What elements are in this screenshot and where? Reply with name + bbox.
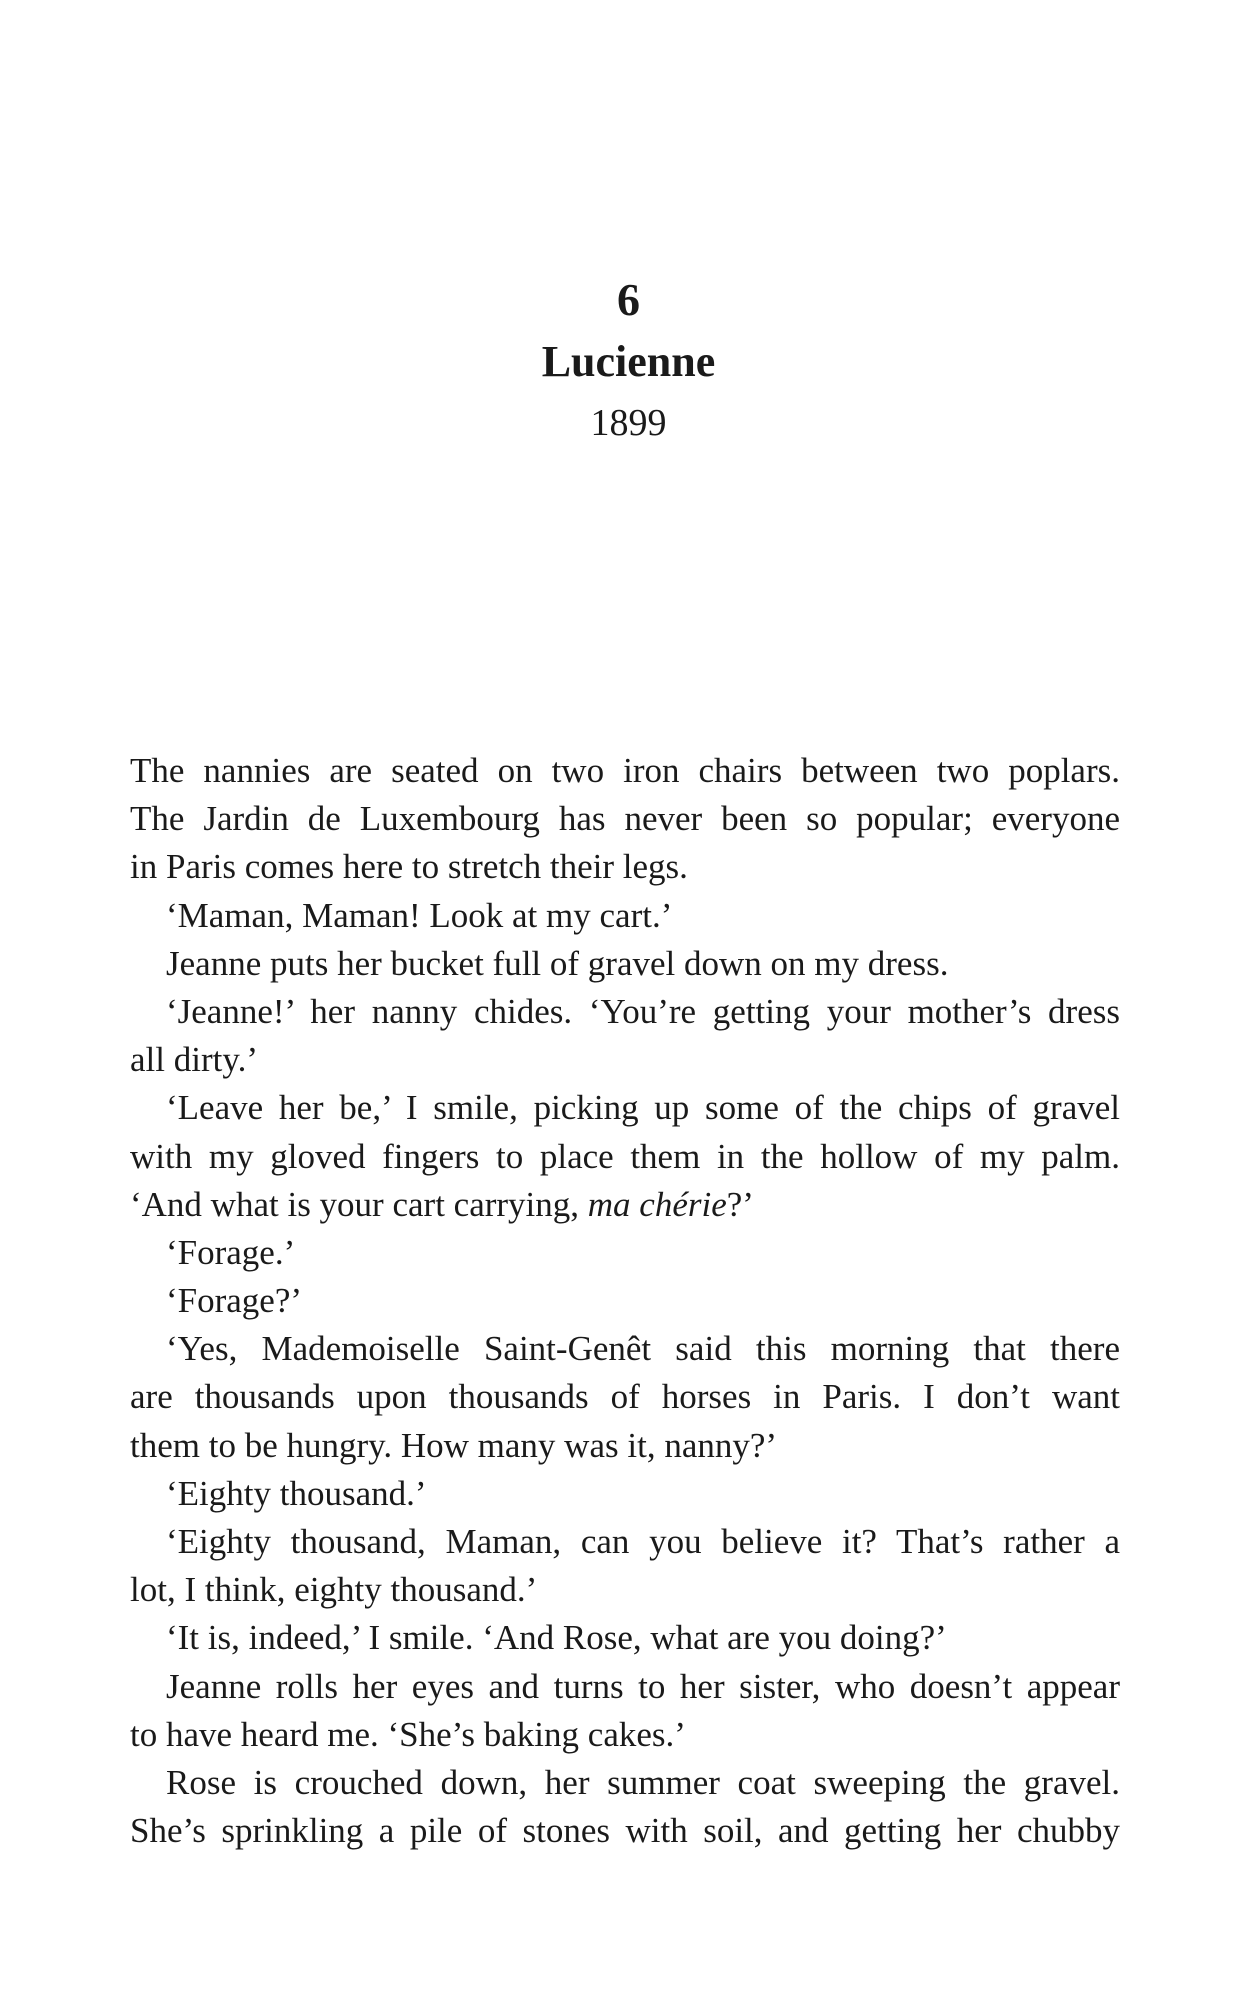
chapter-year: 1899 xyxy=(590,402,667,444)
text-line: The Jardin de Luxembourg has never been so popular; everyone xyxy=(130,799,1120,839)
text-line: lot, I think, eighty thousand.’ xyxy=(130,1570,538,1610)
text-line: them to be hungry. How many was it, nanny?’ xyxy=(130,1425,778,1465)
text-line: ‘Forage.’ xyxy=(166,1232,296,1272)
chapter-title: Lucienne xyxy=(541,337,716,386)
text-line: ‘Leave her be,’ I smile, picking up some of the chips of gravel xyxy=(166,1088,1120,1128)
text-line xyxy=(130,1181,1120,1229)
text-line: ‘Jeanne!’ her nanny chides. ‘You’re getting your mother’s dress xyxy=(166,991,1120,1031)
body-text xyxy=(130,747,1120,1855)
text-line: ‘Yes, Mademoiselle Saint-Genêt said this morning that there xyxy=(166,1329,1120,1369)
text-line: to have heard me. ‘She’s baking cakes.’ xyxy=(130,1714,686,1754)
text-line: The nannies are seated on two iron chairs between two poplars. xyxy=(130,751,1120,790)
text-line: with my gloved fingers to place them in the hollow of my palm. xyxy=(130,1136,1120,1176)
text-line: Rose is crouched down, her summer coat sweeping the gravel. xyxy=(166,1762,1120,1802)
text-line: are thousands upon thousands of horses in Paris. I don’t want xyxy=(130,1377,1120,1417)
text-line: ‘Maman, Maman! Look at my cart.’ xyxy=(166,895,673,935)
text-line: Jeanne rolls her eyes and turns to her sister, who doesn’t appear xyxy=(166,1666,1120,1706)
chapter-number: 6 xyxy=(617,274,640,325)
text-line: ‘It is, indeed,’ I smile. ‘And Rose, what are you doing?’ xyxy=(166,1618,947,1658)
text-line: Jeanne puts her bucket full of gravel down on my dress. xyxy=(166,943,949,983)
text-line: ‘Eighty thousand, Maman, can you believe it? That’s rather a xyxy=(166,1522,1120,1561)
text-span: ?’ xyxy=(726,1184,754,1224)
text-line: all dirty.’ xyxy=(130,1040,258,1080)
text-line: ‘Eighty thousand.’ xyxy=(166,1473,427,1513)
italic-phrase: ma chérie xyxy=(587,1184,727,1224)
text-line: in Paris comes here to stretch their legs. xyxy=(130,847,688,887)
text-line: ‘Forage?’ xyxy=(166,1281,303,1321)
text-span: ‘And what is your cart carrying, xyxy=(130,1184,580,1224)
text-line: She’s sprinkling a pile of stones with soil, and getting her chubby xyxy=(130,1811,1120,1851)
